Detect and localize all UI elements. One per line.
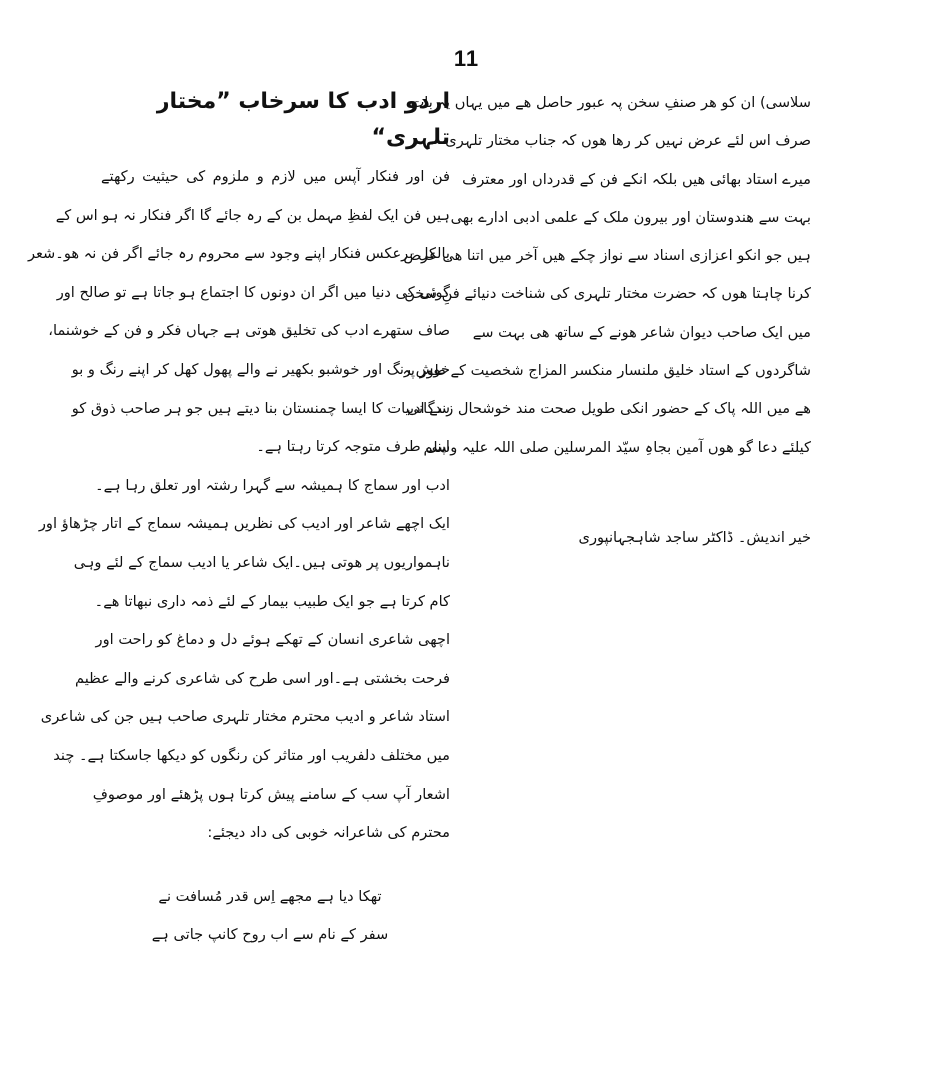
text-line: استاد شاعر و ادیب محترم مختار تلہری صاحب ہیں جن کی شاعری	[40, 708, 450, 726]
text-line: ادب اور سماج کا ہمیشہ سے گہرا رشتہ اور تعلق رہا ہے۔	[95, 476, 450, 494]
left-column	[27, 84, 450, 853]
text-line: گوئی کی دنیا میں اگر ان دونوں کا اجتماع ہو جاتا ہے تو صالح اور	[56, 283, 450, 301]
text-line: فرحت بخشتی ہے۔اور اسی طرح کی شاعری کرنے والے عظیم	[74, 669, 450, 687]
verse-line-1: تھکا دیا ہے مجھے اِس قدر مُسافت نے	[158, 888, 382, 905]
text-line: میرے استاد بھائی ھیں بلکہ انکے فن کے قدرداں اور معترف	[462, 170, 811, 188]
text-line: کرنا چاہتا ھوں کہ حضرت مختار تلہری کی شناخت دنیائے فنِ سخن	[404, 285, 811, 303]
text-line: سے ادبیات کا ایسا چمنستان بنا دیتے ہیں جو ہر صاحب ذوق کو	[71, 399, 450, 417]
text-line: میں مختلف دلفریب اور متاثر کن رنگوں کو دیکھا جاسکتا ہے۔ چند	[53, 746, 450, 764]
text-line: اشعار آپ سب کے سامنے پیش کرتا ہوں پڑھئے اور موصوفِ	[92, 785, 450, 803]
text-line: کیلئے دعا گو ھوں آمین بجاہِ سیّد المرسلین صلی اللہ علیہ وسلم	[423, 438, 811, 456]
page-number: 11	[453, 46, 480, 71]
text-line: ھے میں اللہ پاک کے حضور انکی طویل صحت مند خوشحال زندگانی	[406, 400, 811, 418]
text-line: صاف ستھرے ادب کی تخلیق ھوتی ہے جہاں فکر و فن کے خوشنما،	[48, 322, 450, 340]
text-line: میں ایک صاحب دیوان شاعر ھونے کے ساتھ ھی بہت سے	[472, 323, 811, 341]
right-column-text	[402, 84, 811, 467]
text-line: فن اور فنکار آپس میں لازم و ملزوم کی حیثیت رکھتے	[101, 168, 450, 185]
couplet	[120, 878, 420, 954]
text-line: شاگردوں کے استاد خلیق ملنسار منکسر المزاج شخصیت کے طور پہ	[402, 362, 811, 380]
text-line: ناہمواریوں پر ھوتی ہیں۔ایک شاعر یا ادیب سماج کے لئے وہی	[73, 553, 450, 571]
article-title: اردو ادب کا سرخاب ”مختار تلہری“	[156, 89, 450, 150]
text-line: صرف اس لئے عرض نہیں کر رھا ھوں کہ جناب مختار تلہری	[445, 132, 811, 150]
text-line: بالکل برعکس فنکار اپنے وجود سے محروم رہ جائے اگر فن نہ ھو۔شعر	[27, 245, 450, 263]
verse-line-2: سفر کے نام سے اب روح کانپ جاتی ہے	[151, 926, 389, 943]
text-line: محترم کی شاعرانہ خوبی کی داد دیجئے:	[207, 824, 450, 842]
text-line: ہیں فن ایک لفظِ مہمل بن کے رہ جائے گا اگر فنکار نہ ہو اس کے	[55, 206, 450, 224]
text-line: ہیں جو انکو اعزازی اسناد سے نواز چکے ھیں آخر میں اتنا ھی عرض	[403, 247, 811, 265]
text-line: ایک اچھے شاعر اور ادیب کی نظریں ہمیشہ سماج کے اتار چڑھاؤ اور	[38, 515, 450, 533]
text-line: اپنی طرف متوجہ کرتا رہتا ہے۔	[256, 438, 450, 456]
right-column	[402, 84, 811, 553]
text-line: بہت سے ھندوستان اور بیرون ملک کے علمی ادبی ادارے بھی	[450, 208, 811, 226]
text-line: اچھی شاعری انسان کے تھکے ہوئے دل و دماغ کو راحت اور	[95, 631, 450, 649]
article-body	[27, 158, 450, 853]
text-line: خوش رنگ اور خوشبو بکھیر نے والے پھول کھل کر اپنے رنگ و بو	[71, 360, 450, 378]
text-line: سلاسی) ان کو ھر صنفِ سخن پہ عبور حاصل ھے میں یہاں یہ بات	[410, 94, 811, 111]
signature: خیر اندیش۔ ڈاکٹر ساجد شاہجہانپوری	[578, 528, 811, 546]
text-line: کام کرتا ہے جو ایک طبیب بیمار کے لئے ذمہ داری نبھاتا ھے۔	[94, 592, 450, 610]
